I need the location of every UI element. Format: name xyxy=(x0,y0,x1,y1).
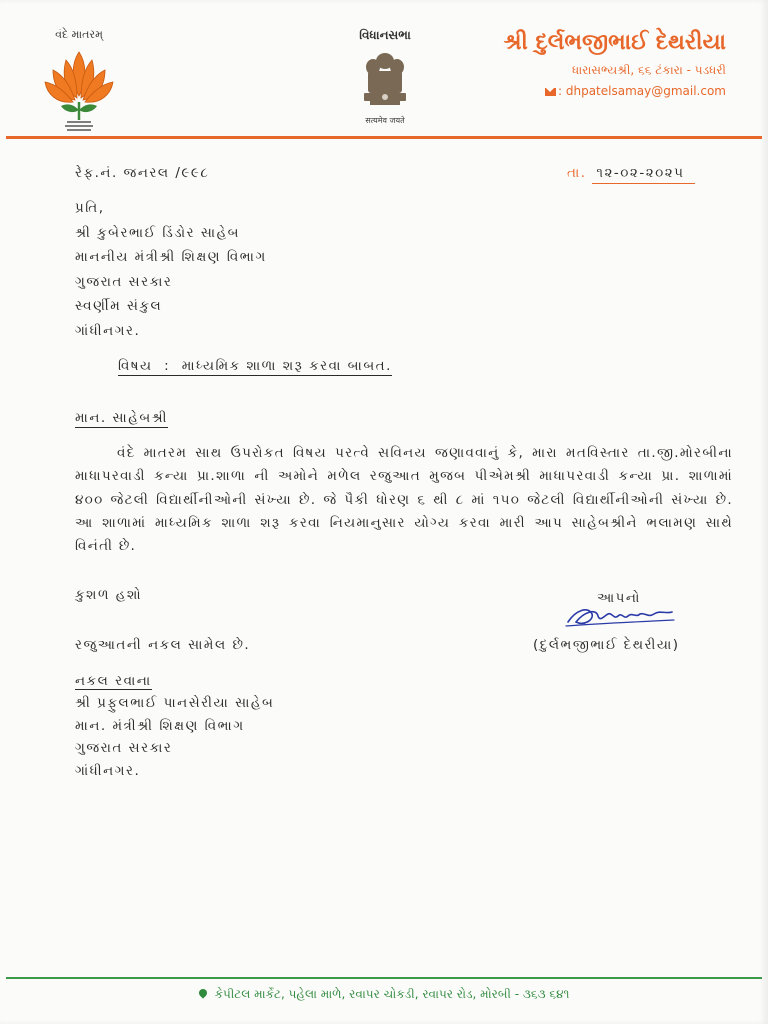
copy-line: શ્રી પ્રફુલભાઈ પાનસેરીયા સાહેબ xyxy=(75,695,275,711)
copy-line: ગુજરાત સરકાર xyxy=(75,740,173,756)
national-emblem-icon xyxy=(360,47,410,113)
house-label: વિધાનસભા xyxy=(359,28,411,42)
mla-email xyxy=(504,84,726,98)
yours-label: આપનો xyxy=(597,590,641,606)
address-line: ગુજરાત સરકાર xyxy=(75,273,173,290)
copy-to-heading: નકલ રવાના xyxy=(75,673,152,689)
header-divider xyxy=(6,136,762,139)
emblem-block xyxy=(340,28,430,126)
recipient-address xyxy=(75,196,267,344)
subject-line: વિષય : માધ્યમિક શાળા શરૂ કરવા બાબત. xyxy=(118,358,392,374)
body-paragraph: વંદે માતરમ સાથ ઉપરોકત વિષય પરત્વે સવિનય જણાવવાનું કે, મારા મતવિસ્તાર તા.જી.મોરબીના માધાપરવાડી કન્યા પ્રા.શાળા ની અમોને મળેલ રજુઆત મુજબ પીએમશ્રી માધાપરવાડી કન્યા પ્રા. શાળામાં ૪૦૦ જેટલી વિદ્યાર્થીનીઓની સંખ્યા છે. જે પૈકી ધોરણ ૬ થી ૮ માં ૧૫૦ જેટલી વિદ્યાર્થીનીઓની સંખ્યા છે. આ શાળામાં માધ્યમિક શાળા શરૂ કરવા નિયમાનુસાર યોગ્ય કરવા મારી આપ સાહેબશ્રીને ભલામણ સાથે વિનંતી છે. xyxy=(75,445,733,555)
letter-date xyxy=(567,165,695,181)
address-line: પ્રતિ, xyxy=(75,200,105,216)
address-line: માનનીય મંત્રીશ્રી શિક્ષણ વિભાગ xyxy=(75,249,267,266)
reference-number: રેફ.નં. જનરલ /૯૯૮ xyxy=(75,165,210,181)
copy-line: માન. મંત્રીશ્રી શિક્ષણ વિભાગ xyxy=(75,717,245,734)
signer-name: (દુર્લભજીભાઈ દેથરીયા) xyxy=(533,637,680,653)
footer-divider xyxy=(6,977,762,979)
date-value: ૧૨-૦૨-૨૦૨૫ xyxy=(592,165,694,184)
party-slogan: વંદે માતરમ્ xyxy=(55,28,103,41)
mail-icon xyxy=(545,88,556,96)
salutation: માન. સાહેબશ્રી xyxy=(75,410,169,426)
emblem-motto: सत्यमेव जयते xyxy=(365,116,405,125)
location-pin-icon xyxy=(197,987,208,998)
address-line: સ્વર્ણીમ સંકુલ xyxy=(75,298,163,315)
party-logo xyxy=(34,28,124,134)
enclosure-note: રજુઆતની નકલ સામેલ છે. xyxy=(75,637,251,653)
email-text: : dhpatelsamay@gmail.com xyxy=(558,84,726,98)
date-label: તા. xyxy=(567,165,587,181)
lotus-logo-icon xyxy=(39,46,119,134)
mla-name: શ્રી દુર્લભજીભાઈ દેથરીયા xyxy=(503,30,726,55)
address-line: શ્રી કુબેરભાઈ ડિંડોર સાહેબ xyxy=(75,224,241,241)
mla-details xyxy=(504,30,726,98)
copy-line: ગાંધીનગર. xyxy=(75,762,141,779)
signature-image xyxy=(562,600,682,632)
closing-greeting: કુશળ હશો xyxy=(75,587,143,603)
copy-to-address xyxy=(75,692,274,782)
footer-address xyxy=(0,987,768,1002)
mla-role: ધારાસભ્યશ્રી, ૬૬ ટંકારા - પડધરી xyxy=(572,63,726,77)
address-line: ગાંધીનગર. xyxy=(75,322,141,339)
footer-address-text: કેપીટલ માર્કેટ, પહેલા માળે, રવાપર ચોકડી, રવાપર રોડ, મોરબી - ૩૬૩ ૬૪૧ xyxy=(214,987,570,1001)
